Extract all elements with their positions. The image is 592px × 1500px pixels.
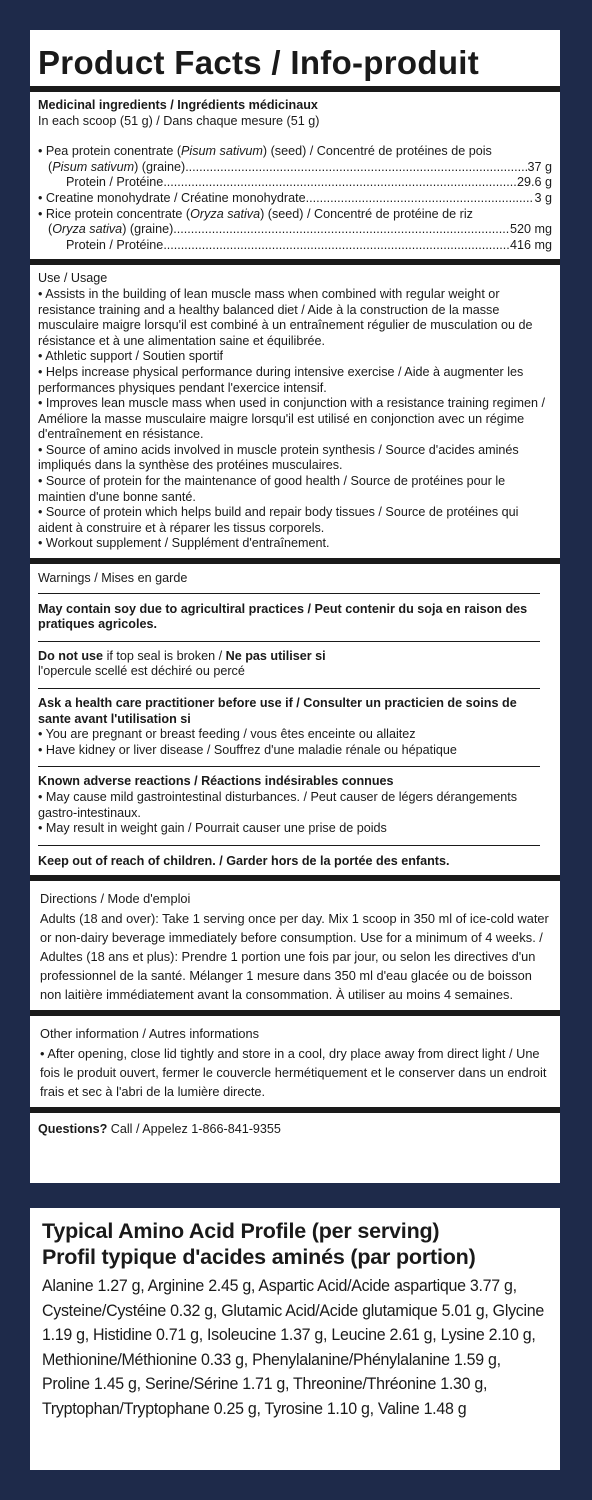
other-info-section — [30, 1016, 560, 1107]
usage-item: • Source of protein which helps build and repair body tissues / Source de protéines qui aident à construire et à réparer les tissus corporels. — [38, 505, 519, 535]
usage-item: • Assists in the building of lean muscle mass when combined with regular weight or resistance training and a healthy balanced diet / Aide à la construction de la masse musculaire maigre lorsqu'il est combiné à un entraînement régulier de musculation ou de résistance et à une alimentation saine et équilibrée. — [38, 286, 533, 348]
rice-value: 520 mg — [509, 222, 552, 237]
product-facts-panel — [30, 30, 560, 1183]
soy-warning: May contain soy due to agricultiral practices / Peut contenir du soja en raison des pratiques agricoles. — [38, 601, 528, 632]
known-reactions: Known adverse reactions / Réactions indésirables connues • May cause mild gastrointestinal disturbances. / Peut causer de légers dérangements gastro-intestinaux. • May result in weight gain / Pourrait causer une prise de poids — [30, 767, 560, 844]
amino-acid-panel — [30, 1208, 560, 1470]
pea-protein-value: 29.6 g — [516, 175, 552, 190]
medicinal-heading: Medicinal ingredients / Ingrédients médicinaux — [38, 98, 318, 112]
other-info-text: • After opening, close lid tightly and store in a cool, dry place away from direct light / Une fois le produit ouvert, fermer le couvercle hermétiquement et le conserver dans un endroit frais et sec à l'abri de la lumière directe. — [40, 1046, 547, 1100]
usage-heading: Use / Usage — [38, 271, 108, 286]
usage-item: • Workout supplement / Supplément d'entraînement. — [38, 536, 330, 551]
rice-line: • Rice protein concentrate (Oryza sativa) (seed) / Concentré de protéine de riz — [38, 206, 473, 221]
other-info-heading: Other information / Autres informations — [40, 1026, 260, 1042]
medicinal-ingredients-section — [30, 92, 560, 259]
amino-title-fr: Profil typique d'acides aminés (par portion) — [42, 1245, 476, 1269]
usage-item: • Source of amino acids involved in muscle protein synthesis / Source d'acides aminés impliqués dans la synthèse des protéines musculaires. — [38, 442, 519, 473]
amino-acid-list: Alanine 1.27 g, Arginine 2.45 g, Aspartic Acid/Acide aspartique 3.77 g, Cysteine/Cystéine 0.32 g, Glutamic Acid/Acide glutamique 5.01 g, Glycine 1.19 g, Histidine 0.71 g, Isoleucine 1.37 g, Leucine 2.61 g, Lysine 2.10 g, Methionine/Méthionine 0.33 g, Phenylalanine/Phénylalanine 1.59 g, Proline 1.45 g, Serine/Sérine 1.71 g, Threonine/Thréonine 1.30 g, Tryptophan/Tryptophane 0.25 g, Tyrosine 1.10 g, Valine 1.48 g — [42, 1276, 544, 1418]
creatine-value: 3 g — [534, 190, 552, 205]
rice-amount-row: (Oryza sativa) (graine) ..... 520 mg — [38, 222, 552, 238]
pea-value: 37 g — [527, 159, 552, 174]
pea-protein-row: Protein / Protéine ..... 29.6 g — [38, 175, 552, 191]
known-item: • May result in weight gain / Pourrait causer une prise de poids — [38, 821, 387, 836]
per-scoop-text: In each scoop (51 g) / Dans chaque mesure (51 g) — [38, 113, 320, 128]
amino-title-en: Typical Amino Acid Profile (per serving) — [42, 1219, 440, 1243]
keep-out-warning: Keep out of reach of children. / Garder hors de la portée des enfants. — [38, 853, 450, 868]
do-not-use-warning: Do not use if top seal is broken / Ne pas utiliser si l'opercule scellé est déchiré ou percé — [38, 648, 326, 679]
usage-item: • Improves lean muscle mass when used in conjunction with a resistance training regimen / Améliore la masse musculaire maigre lorsqu'il est utilisé en conjonction avec un régime d'entraînement en résistance. — [38, 396, 546, 442]
ask-item: • You are pregnant or breast feeding / vous êtes enceinte ou allaitez — [38, 727, 416, 742]
rice-protein-value: 416 mg — [509, 237, 552, 252]
directions-section — [30, 881, 560, 1010]
ask-item: • Have kidney or liver disease / Souffrez d'une maladie rénale ou hépatique — [38, 742, 457, 757]
facts-title: Product Facts / Info-produit — [38, 44, 480, 81]
pea-line: • Pea protein conentrate (Pisum sativum) (seed) / Concentré de protéines de pois — [38, 144, 492, 159]
rice-protein-row: Protein / Protéine ..... 416 mg — [38, 238, 552, 254]
usage-item: • Helps increase physical performance during intensive exercise / Aide à augmenter les performances physiques pendant l'exercice intensif. — [38, 364, 524, 395]
ask-practitioner-warning: Ask a health care practitioner before use if / Consulter un practicien de soins de sante avant l'utilisation si • You are pregnant or breast feeding / vous êtes enceinte ou allaitez • Have kidney or liver disease / Souffrez d'une maladie rénale ou hépatique — [30, 689, 560, 766]
warnings-heading: Warnings / Mises en garde — [38, 571, 188, 586]
creatine-row: • Creatine monohydrate / Créatine monohydrate ..... 3 g — [38, 191, 552, 207]
usage-item: • Source of protein for the maintenance of good health / Source de protéines pour le maintien d'une bonne santé. — [38, 474, 506, 504]
directions-heading: Directions / Mode d'emploi — [40, 891, 191, 907]
directions-text: Adults (18 and over): Take 1 serving once per day. Mix 1 scoop in 350 ml of ice-cold water or non-dairy beverage immediately before consumption. Use for a minimum of 4 weeks. / Adultes (18 ans et plus): Prendre 1 portion une fois par jour, ou selon les directives d'un professionnel de la santé. Mélanger 1 mesure dans 350 ml d'eau glacée ou de boisson non laitière immédiatement avant la consommation. À utiliser au moins 4 semaines. — [40, 911, 549, 1003]
usage-section — [30, 265, 560, 558]
known-item: • May cause mild gastrointestinal disturbances. / Peut causer de légers dérangements gastro-intestinaux. — [38, 789, 518, 820]
pea-amount-row: (Pisum sativum) (graine) ..... 37 g — [38, 160, 552, 176]
questions-section — [30, 1113, 560, 1142]
questions-phone: Call / Appelez 1-866-841-9355 — [107, 1122, 281, 1137]
usage-item: • Athletic support / Soutien sportif — [38, 349, 224, 364]
questions-label: Questions? — [38, 1122, 108, 1137]
